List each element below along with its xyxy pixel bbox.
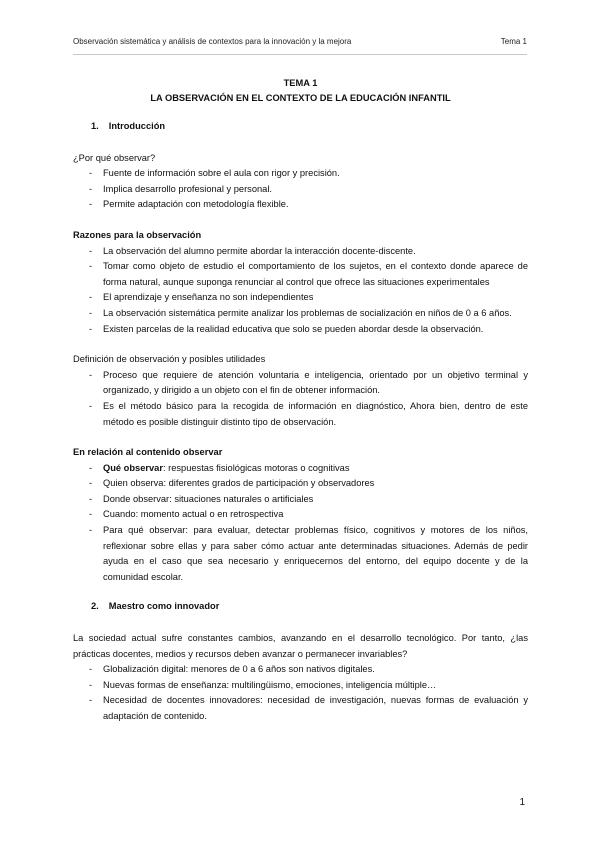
- section-2-number: 2.: [91, 601, 99, 612]
- document-body: [73, 76, 528, 725]
- list-item: [73, 461, 528, 477]
- chapter-title: LA OBSERVACIÓN EN EL CONTEXTO DE LA EDUCACIÓN INFANTIL: [150, 93, 451, 103]
- definition-heading: Definición de observación y posibles utilidades: [73, 354, 266, 365]
- list-item: - Existen parcelas de la realidad educativa que solo se pueden abordar desde la observación.: [73, 322, 528, 338]
- list-item: - Permite adaptación con metodología flexible.: [73, 197, 528, 213]
- list-item: - El aprendizaje y enseñanza no son independientes: [73, 290, 528, 306]
- list-item: - Cuando: momento actual o en retrospectiva: [73, 507, 528, 523]
- section-2-title: Maestro como innovador: [108, 601, 220, 612]
- list-item: - Para qué observar: para evaluar, detectar problemas físico, cognitivos y motores de los niños, reflexionar sobre ellas y para saber cómo actuar ante determinadas situaciones. Además de pedir ayuda en el caso que sea necesario y enriquecernos del entorno, del equipo docente y de la comunidad escolar.: [73, 523, 528, 585]
- why-observe-heading: ¿Por qué observar?: [73, 152, 156, 163]
- list-item: - Proceso que requiere de atención voluntaria e inteligencia, orientado por un objetivo terminal y organizado, y dirigido a un objeto con el fin de obtener información.: [73, 368, 528, 399]
- section-1-number: 1.: [91, 121, 99, 131]
- header-right-text: Tema 1: [500, 37, 527, 46]
- list-item: - Nuevas formas de enseñanza: multilingüismo, emociones, inteligencia múltiple…: [73, 678, 528, 694]
- list-item: - Tomar como objeto de estudio el comportamiento de los sujetos, en el contexto donde aparece de forma natural, aunque suponga renunciar al control que ofrece las situaciones experimentales: [73, 259, 528, 290]
- innovator-list: [73, 662, 528, 724]
- section-1-heading: [91, 119, 528, 135]
- why-observe-list: [73, 166, 528, 213]
- section-2-heading: [91, 599, 528, 615]
- running-header: [73, 37, 527, 46]
- list-item: - Globalización digital: menores de 0 a 6 años son nativos digitales.: [73, 662, 528, 678]
- list-item: - Fuente de información sobre el aula con rigor y precisión.: [73, 166, 528, 182]
- content-list: [73, 461, 528, 586]
- list-item: - Quien observa: diferentes grados de participación y observadores: [73, 476, 528, 492]
- definition-list: [73, 368, 528, 430]
- what-observe-label: Qué observar: [103, 462, 163, 473]
- page-number: 1: [519, 797, 525, 808]
- what-observe-text: : respuestas fisiológicas motoras o cognitivas: [162, 462, 350, 473]
- list-item: - Es el método básico para la recogida de información en diagnóstico, Ahora bien, dentro de este método es posible distinguir distinto tipo de observación.: [73, 399, 528, 430]
- reasons-list: [73, 244, 528, 338]
- innovator-paragraph: La sociedad actual sufre constantes cambios, avanzando en el desarrollo tecnológico. Por tanto, ¿las prácticas docentes, medios y recursos deben avanzar o permanecer invariables?: [73, 633, 528, 659]
- list-item: - Implica desarrollo profesional y personal.: [73, 182, 528, 198]
- list-item: - Necesidad de docentes innovadores: necesidad de investigación, nuevas formas de evaluación y adaptación de contenido.: [73, 693, 528, 724]
- chapter-number: TEMA 1: [283, 78, 318, 88]
- list-item: - La observación del alumno permite abordar la interacción docente-discente.: [73, 244, 528, 260]
- header-divider: [73, 54, 527, 55]
- section-1-title: Introducción: [108, 121, 166, 131]
- header-left-text: Observación sistemática y análisis de contextos para la innovación y la mejora: [73, 37, 352, 46]
- list-item: - Donde observar: situaciones naturales o artificiales: [73, 492, 528, 508]
- content-heading: En relación al contenido observar: [73, 447, 223, 458]
- list-item: - La observación sistemática permite analizar los problemas de socialización en niños de 0 a 6 años.: [73, 306, 528, 322]
- reasons-heading: Razones para la observación: [73, 229, 202, 240]
